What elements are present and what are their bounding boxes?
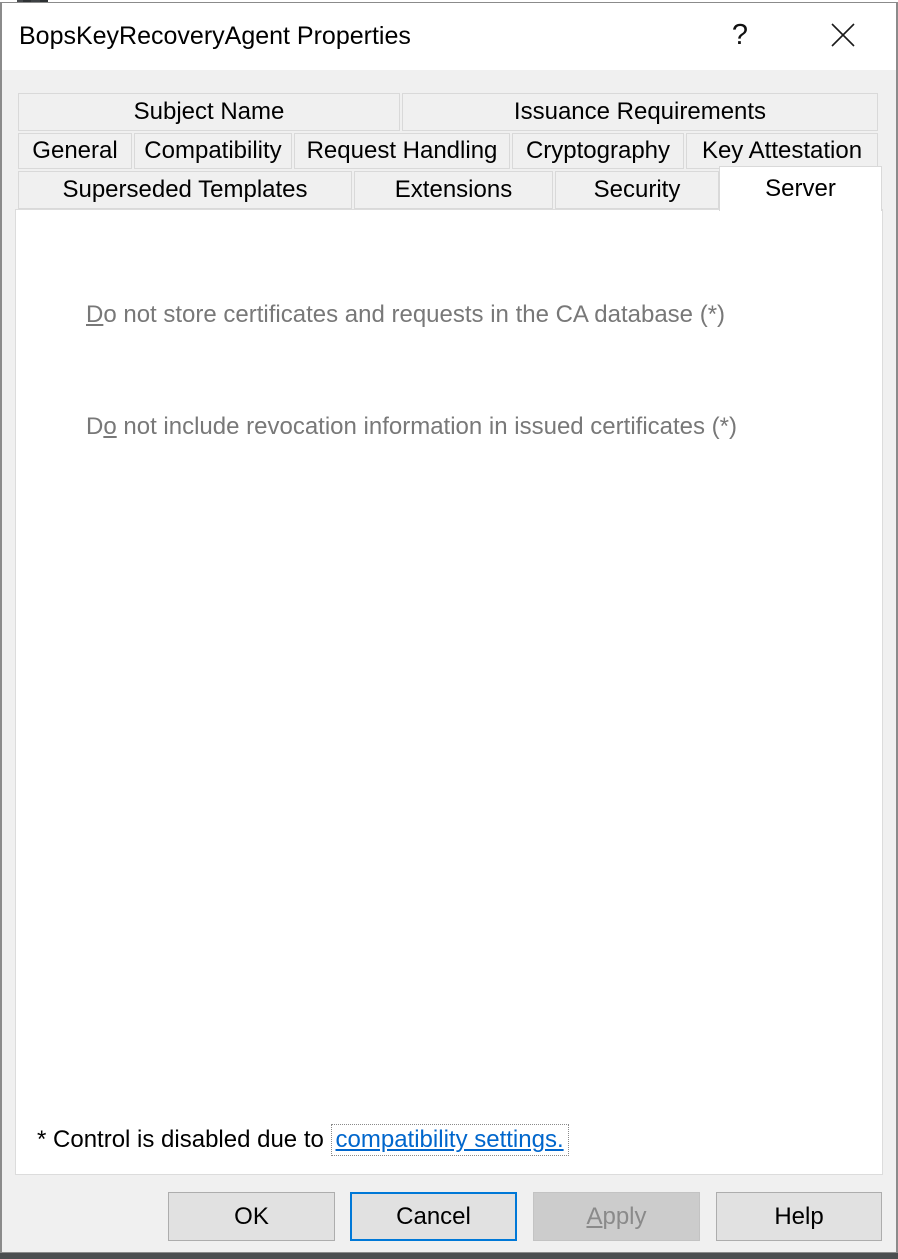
accelerator-letter: D [86, 301, 104, 328]
tab-security[interactable]: Security [555, 171, 719, 209]
tab-superseded-templates[interactable]: Superseded Templates [18, 171, 352, 209]
label-text: o not store certificates and requests in the CA database (*) [103, 301, 726, 328]
accelerator-letter: A [586, 1202, 603, 1230]
server-tab-page [15, 209, 883, 1175]
tab-general[interactable]: General [18, 133, 132, 169]
ok-button[interactable]: OK [168, 1192, 335, 1241]
help-button[interactable]: Help [716, 1192, 882, 1241]
context-help-button[interactable] [708, 10, 772, 60]
question-mark-icon: ? [731, 18, 749, 51]
checkbox-do-not-include-revocation-label [86, 413, 737, 440]
accelerator-letter: o [103, 413, 117, 440]
apply-button[interactable] [533, 1192, 700, 1241]
compatibility-settings-link[interactable]: compatibility settings. [331, 1124, 569, 1156]
tab-server[interactable]: Server [719, 166, 882, 211]
tab-key-attestation[interactable]: Key Attestation [686, 133, 878, 169]
label-text: not include revocation information in issued certificates (*) [116, 413, 737, 440]
tab-compatibility[interactable]: Compatibility [134, 133, 292, 169]
tab-request-handling[interactable]: Request Handling [294, 133, 510, 169]
close-icon [830, 22, 856, 48]
window-bottom-shadow [0, 1253, 898, 1259]
label-text: D [86, 413, 104, 440]
close-button[interactable] [806, 10, 880, 60]
checkbox-do-not-store-ca-database-label [86, 301, 725, 328]
tab-extensions[interactable]: Extensions [354, 171, 553, 209]
tab-subject-name[interactable]: Subject Name [18, 93, 400, 131]
footnote-text: * Control is disabled due to [37, 1126, 331, 1153]
label-text: pply [602, 1202, 647, 1230]
cancel-button[interactable]: Cancel [350, 1192, 517, 1241]
dialog-title: BopsKeyRecoveryAgent Properties [19, 22, 411, 50]
tab-issuance-requirements[interactable]: Issuance Requirements [402, 93, 878, 131]
tab-cryptography[interactable]: Cryptography [512, 133, 684, 169]
footnote [37, 1124, 569, 1156]
